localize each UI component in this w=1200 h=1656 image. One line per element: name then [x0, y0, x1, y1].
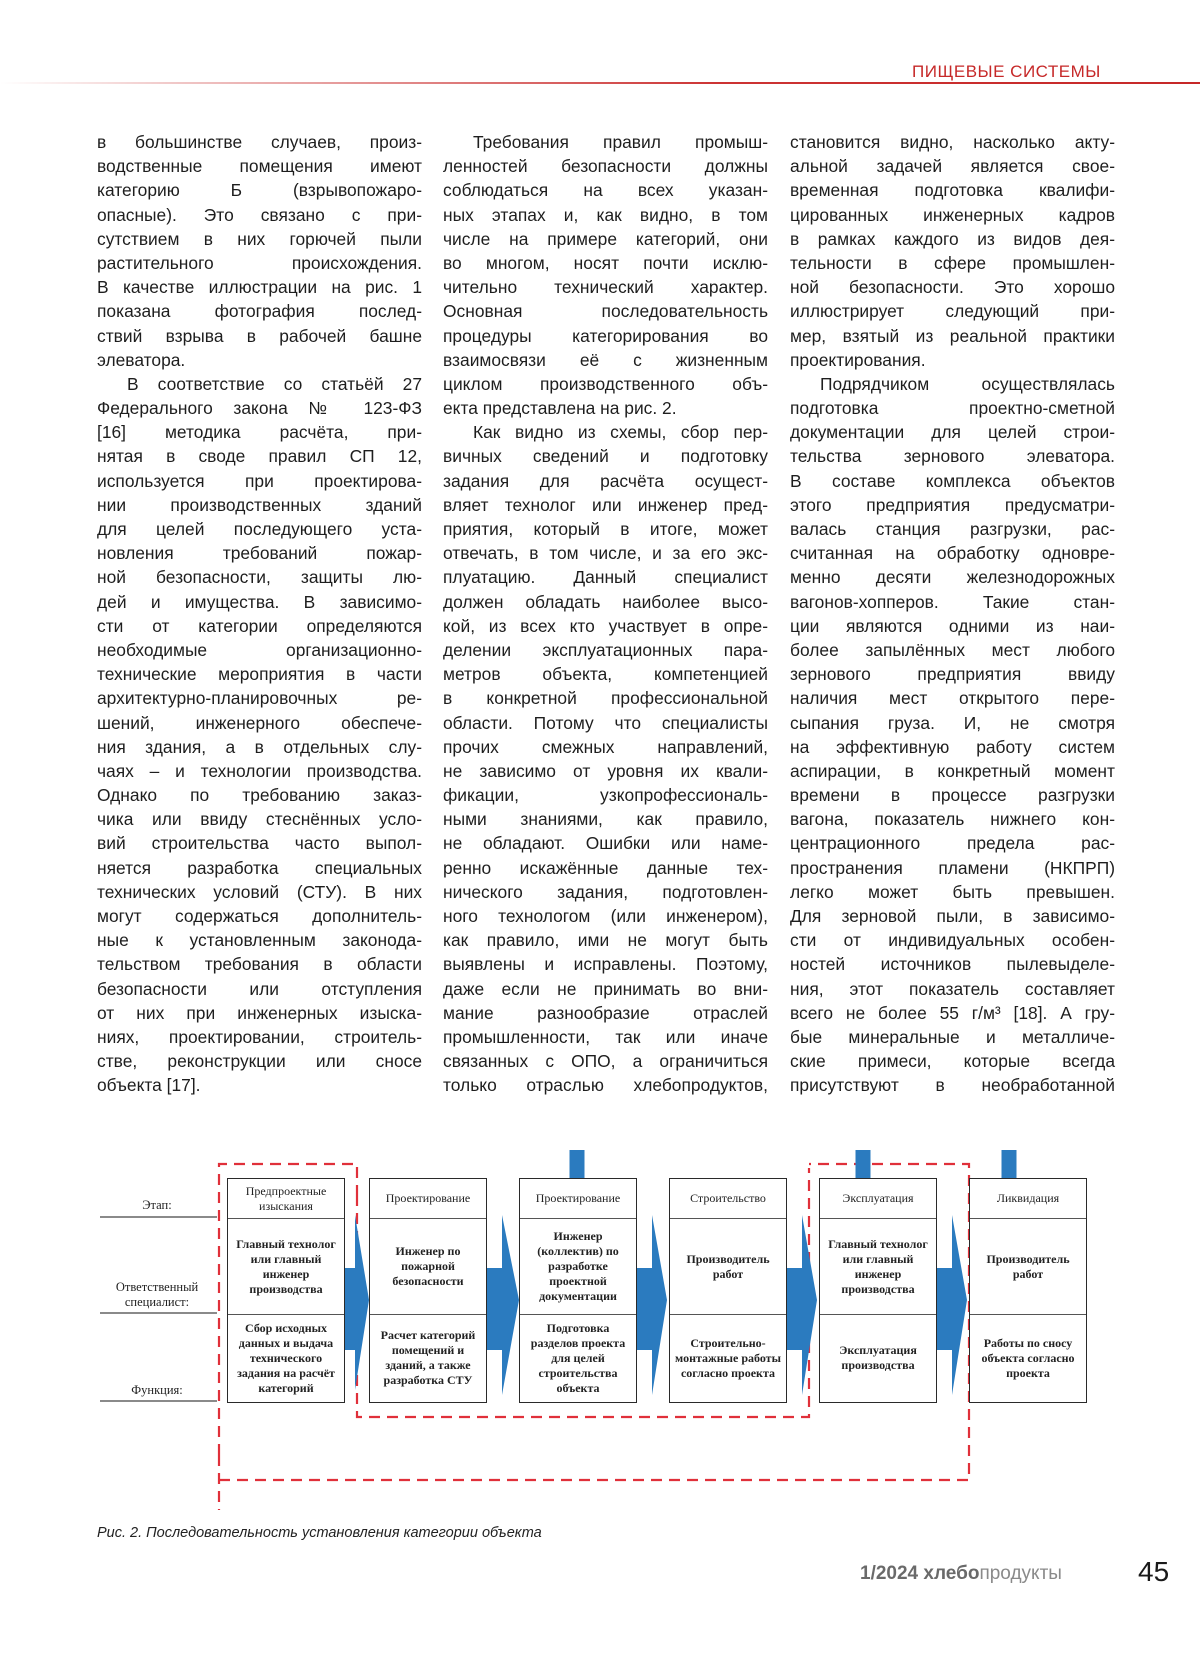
- text-line: Для зерновой пыли, в зависимо-: [790, 906, 1115, 926]
- figure-caption: Рис. 2. Последовательность установления категории объекта: [97, 1525, 542, 1541]
- text-line: Однако по требованию заказ-: [97, 785, 422, 806]
- text-line: нии производственных зданий: [97, 494, 422, 515]
- text-line: приятия, который в итоге, может: [443, 519, 768, 539]
- stage-box-operation: [819, 1178, 937, 1403]
- stage-function: Сбор исходных данных и выдача технического задания на расчёт категорий: [237, 1320, 335, 1395]
- stage-function: Строительно-монтажные работы согласно проекта: [675, 1335, 781, 1380]
- text-line: аспирации, в конкретный момент: [790, 760, 1115, 781]
- stage-name: Эксплуатация: [820, 1179, 936, 1219]
- text-line: во многом, носят почти исклю-: [443, 252, 768, 273]
- stage-name: Предпроектные изыскания: [228, 1179, 344, 1219]
- text-line: мание разнообразие отраслей: [443, 1002, 768, 1023]
- text-line: прочих смежных направлений,: [443, 736, 768, 757]
- text-line: сыпания груза. И, не смотря: [790, 712, 1115, 733]
- text-line: вий строительства часто выпол-: [97, 833, 422, 854]
- stage-name: Проектирование: [520, 1179, 636, 1219]
- text-line: показана фотография послед-: [97, 301, 422, 322]
- text-line: кой, из всех кто участвует в опре-: [443, 615, 768, 636]
- text-line: всего не более 55 г/м³ [18]. А гру-: [790, 1002, 1115, 1023]
- stage-function: Расчет категорий помещений и зданий, а также разработка СТУ: [380, 1328, 476, 1387]
- text-line: присутствуют в необработанной: [790, 1075, 1115, 1096]
- text-line: ленностей безопасности должны: [443, 156, 768, 177]
- row-label-stage: Этап:: [142, 1198, 172, 1212]
- text-line: цированных инженерных кадров: [790, 204, 1115, 225]
- text-line: считанная на обработку одновре-: [790, 543, 1115, 564]
- stage-name: Ликвидация: [970, 1179, 1086, 1219]
- text-line: зернового предприятия ввиду: [790, 664, 1115, 685]
- text-line: стве, реконструкции или сносе: [97, 1051, 422, 1072]
- text-line: Подрядчиком осуществлялась: [820, 373, 1115, 394]
- text-line: даже если не принимать во вни-: [443, 978, 768, 999]
- text-line: времени в процессе разгрузки: [790, 785, 1115, 806]
- text-line: пространения пламени (НКПРП): [790, 857, 1115, 878]
- text-line: екта представлена на рис. 2.: [443, 398, 677, 419]
- issue-number: 1/2024: [860, 1563, 919, 1584]
- text-line: безопасности или отступления: [97, 978, 422, 999]
- text-line: сти от индивидуальных особен-: [790, 930, 1115, 951]
- text-line: области. Потому что специалисты: [443, 712, 768, 733]
- text-line: для целей последующего уста-: [97, 519, 422, 539]
- text-line: объекта [17].: [97, 1075, 201, 1096]
- stage-responsible: Инженер (коллектив) по разработке проектной документации: [520, 1219, 636, 1315]
- text-line: от них при инженерных изыска-: [97, 1002, 422, 1023]
- text-line: новления требований пожар-: [97, 543, 422, 564]
- stage-box-design-fire: [369, 1178, 487, 1403]
- text-line: нического задания, подготовлен-: [443, 881, 768, 902]
- text-line: ренно искажённые данные тех-: [443, 857, 768, 878]
- stage-responsible: Главный технолог или главный инженер производства: [228, 1219, 344, 1315]
- text-line: Федерального закона № 123-ФЗ: [97, 398, 422, 419]
- text-line: ной безопасности, защиты лю-: [97, 567, 422, 588]
- text-line: только отраслью хлебопродуктов,: [443, 1075, 768, 1096]
- stage-box-construction: [669, 1178, 787, 1403]
- text-line: процедуры категорирования во: [443, 325, 768, 346]
- text-line: фикации, узкопрофессиональ-: [443, 785, 768, 806]
- text-line: тельности в сфере промышлен-: [790, 252, 1115, 273]
- text-line: вагонов-хопперов. Такие стан-: [790, 591, 1115, 612]
- stage-name: Проектирование: [370, 1179, 486, 1219]
- text-line: опасные). Это связано с при-: [97, 204, 422, 225]
- text-line: тельства зернового элеватора.: [790, 446, 1115, 467]
- text-line: на эффективную работу систем: [790, 736, 1115, 757]
- text-line: циклом производственного объ-: [443, 373, 768, 394]
- text-line: становится видно, насколько акту-: [790, 132, 1115, 152]
- text-line: ных этапах и, как видно, в том: [443, 204, 768, 225]
- stage-box-liquidation: [969, 1178, 1087, 1403]
- text-line: категорию Б (взрывопожаро-: [97, 180, 422, 201]
- text-line: Основная последовательность: [443, 301, 768, 322]
- stage-responsible: Производитель работ: [670, 1219, 786, 1315]
- text-line: должен обладать наиболее высо-: [443, 591, 768, 612]
- row-label-function: Функция:: [131, 1383, 183, 1397]
- text-column-1: [97, 130, 422, 1098]
- stage-function: Работы по сносу объекта согласно проекта: [981, 1335, 1075, 1380]
- text-line: вагона, показатель нижнего кон-: [790, 809, 1115, 830]
- stage-box-pre-design: [227, 1178, 345, 1403]
- text-line: не зависимо от уровня их квали-: [443, 760, 768, 781]
- text-line: валась станция разгрузки, рас-: [790, 519, 1115, 539]
- text-line: растительного происхождения.: [97, 252, 422, 273]
- text-line: делении эксплуатационных пара-: [443, 639, 768, 660]
- stage-function: Эксплуатация производства: [839, 1343, 917, 1372]
- text-line: технические мероприятия в части: [97, 664, 422, 685]
- text-line: легко может быть превышен.: [790, 881, 1115, 902]
- text-line: ствий взрыва в рабочей башне: [97, 325, 422, 346]
- text-line: водственные помещения имеют: [97, 156, 422, 177]
- text-line: подготовка проектно-сметной: [790, 398, 1115, 419]
- text-line: наличия мест открытого пере-: [790, 688, 1115, 709]
- text-line: элеватора.: [97, 349, 186, 370]
- text-line: отвечать, в том числе, и за его экс-: [443, 543, 768, 564]
- brand-bold: хлебо: [923, 1563, 980, 1584]
- row-label-responsible: Ответственный специалист:: [115, 1280, 199, 1309]
- brand-light: продукты: [979, 1563, 1062, 1584]
- stage-function: Подготовка разделов проекта для целей строительства объекта: [530, 1320, 626, 1395]
- text-line: взаимосвязи её с жизненным: [443, 349, 768, 370]
- text-line: могут содержаться дополнитель-: [97, 906, 422, 926]
- text-column-3: [790, 130, 1115, 1098]
- text-line: вичных сведений и подготовку: [443, 446, 768, 467]
- text-line: временная подготовка квалифи-: [790, 180, 1115, 201]
- text-line: [16] методика расчёта, при-: [97, 422, 422, 443]
- text-line: этого предприятия предусматри-: [790, 494, 1115, 515]
- text-line: сти от категории определяются: [97, 615, 422, 636]
- text-line: В качестве иллюстрации на рис. 1: [97, 277, 422, 298]
- text-line: плуатацию. Данный специалист: [443, 567, 768, 588]
- section-title: ПИЩЕВЫЕ СИСТЕМЫ: [912, 62, 1101, 81]
- text-line: центрационного предела рас-: [790, 833, 1115, 854]
- text-line: ния здания, а в отдельных слу-: [97, 736, 422, 757]
- text-line: В составе комплекса объектов: [790, 470, 1115, 491]
- text-line: нятая в своде правил СП 12,: [97, 446, 422, 467]
- text-line: альной задачей является свое-: [790, 156, 1115, 177]
- text-line: проектирования.: [790, 349, 926, 370]
- text-line: чаях – и технологии производства.: [97, 760, 422, 781]
- text-line: менно десяти железнодорожных: [790, 567, 1115, 588]
- text-line: архитектурно-планировочных ре-: [97, 688, 422, 709]
- text-line: В соответствие со статьёй 27: [127, 373, 422, 394]
- text-line: технических условий (СТУ). В них: [97, 881, 422, 902]
- footer-issue: [860, 1563, 1062, 1585]
- text-line: соблюдаться на всех указан-: [443, 180, 768, 201]
- text-line: няется разработка специальных: [97, 857, 422, 878]
- stage-name: Строительство: [670, 1179, 786, 1219]
- stage-responsible: Главный технолог или главный инженер производства: [820, 1219, 936, 1315]
- text-line: ские примеси, которые всегда: [790, 1051, 1115, 1072]
- text-line: ния, этот показатель составляет: [790, 978, 1115, 999]
- header-rule: [0, 82, 1200, 84]
- text-line: чительно технический характер.: [443, 277, 768, 298]
- text-line: задания для расчёта осущест-: [443, 470, 768, 491]
- text-line: ного технологом (или инженером),: [443, 906, 768, 926]
- text-line: промышленности, так или иначе: [443, 1026, 768, 1047]
- text-line: сутствием в них горючей пыли: [97, 228, 422, 249]
- text-line: ной безопасности. Это хорошо: [790, 277, 1115, 298]
- text-line: метров объекта, компетенцией: [443, 664, 768, 685]
- text-line: вляет технолог или инженер пред-: [443, 494, 768, 515]
- text-line: Требования правил промыш-: [473, 132, 768, 152]
- text-line: ции являются одними из наи-: [790, 615, 1115, 636]
- text-line: бые минеральные и металличе-: [790, 1026, 1115, 1047]
- text-line: связанных с ОПО, а ограничиться: [443, 1051, 768, 1072]
- text-line: ниях, проектировании, строитель-: [97, 1026, 422, 1047]
- text-line: шений, инженерного обеспече-: [97, 712, 422, 733]
- text-line: документации для целей строи-: [790, 422, 1115, 443]
- text-line: не обладают. Ошибки или наме-: [443, 833, 768, 854]
- text-column-2: [443, 130, 768, 1098]
- text-line: ностей источников пылевыделе-: [790, 954, 1115, 975]
- text-line: используется при проектирова-: [97, 470, 422, 491]
- text-line: ные к установленным законода-: [97, 930, 422, 951]
- text-line: Как видно из схемы, сбор пер-: [473, 422, 768, 443]
- page-number: 45: [1138, 1556, 1170, 1587]
- text-line: мер, взятый из реальной практики: [790, 325, 1115, 346]
- stage-responsible: Производитель работ: [970, 1219, 1086, 1315]
- stage-responsible: Инженер по пожарной безопасности: [370, 1219, 486, 1315]
- text-line: в большинстве случаев, произ-: [97, 132, 422, 152]
- text-line: ными знаниями, как правило,: [443, 809, 768, 830]
- text-line: дей и имущества. В зависимо-: [97, 591, 422, 612]
- text-line: выявлены и исправлены. Поэтому,: [443, 954, 768, 975]
- text-line: необходимые организационно-: [97, 639, 422, 660]
- stage-box-design-docs: [519, 1178, 637, 1403]
- text-line: более запылённых мест любого: [790, 639, 1115, 660]
- text-line: числе на примере категорий, они: [443, 228, 768, 249]
- text-line: тельством требования в области: [97, 954, 422, 975]
- lifecycle-diagram: [97, 1150, 1112, 1510]
- text-line: в конкретной профессиональной: [443, 688, 768, 709]
- text-line: иллюстрирует следующий при-: [790, 301, 1115, 322]
- text-line: чика или ввиду стеснённых усло-: [97, 809, 422, 830]
- text-line: как правило, ими не могут быть: [443, 930, 768, 951]
- text-line: в рамках каждого из видов дея-: [790, 228, 1115, 249]
